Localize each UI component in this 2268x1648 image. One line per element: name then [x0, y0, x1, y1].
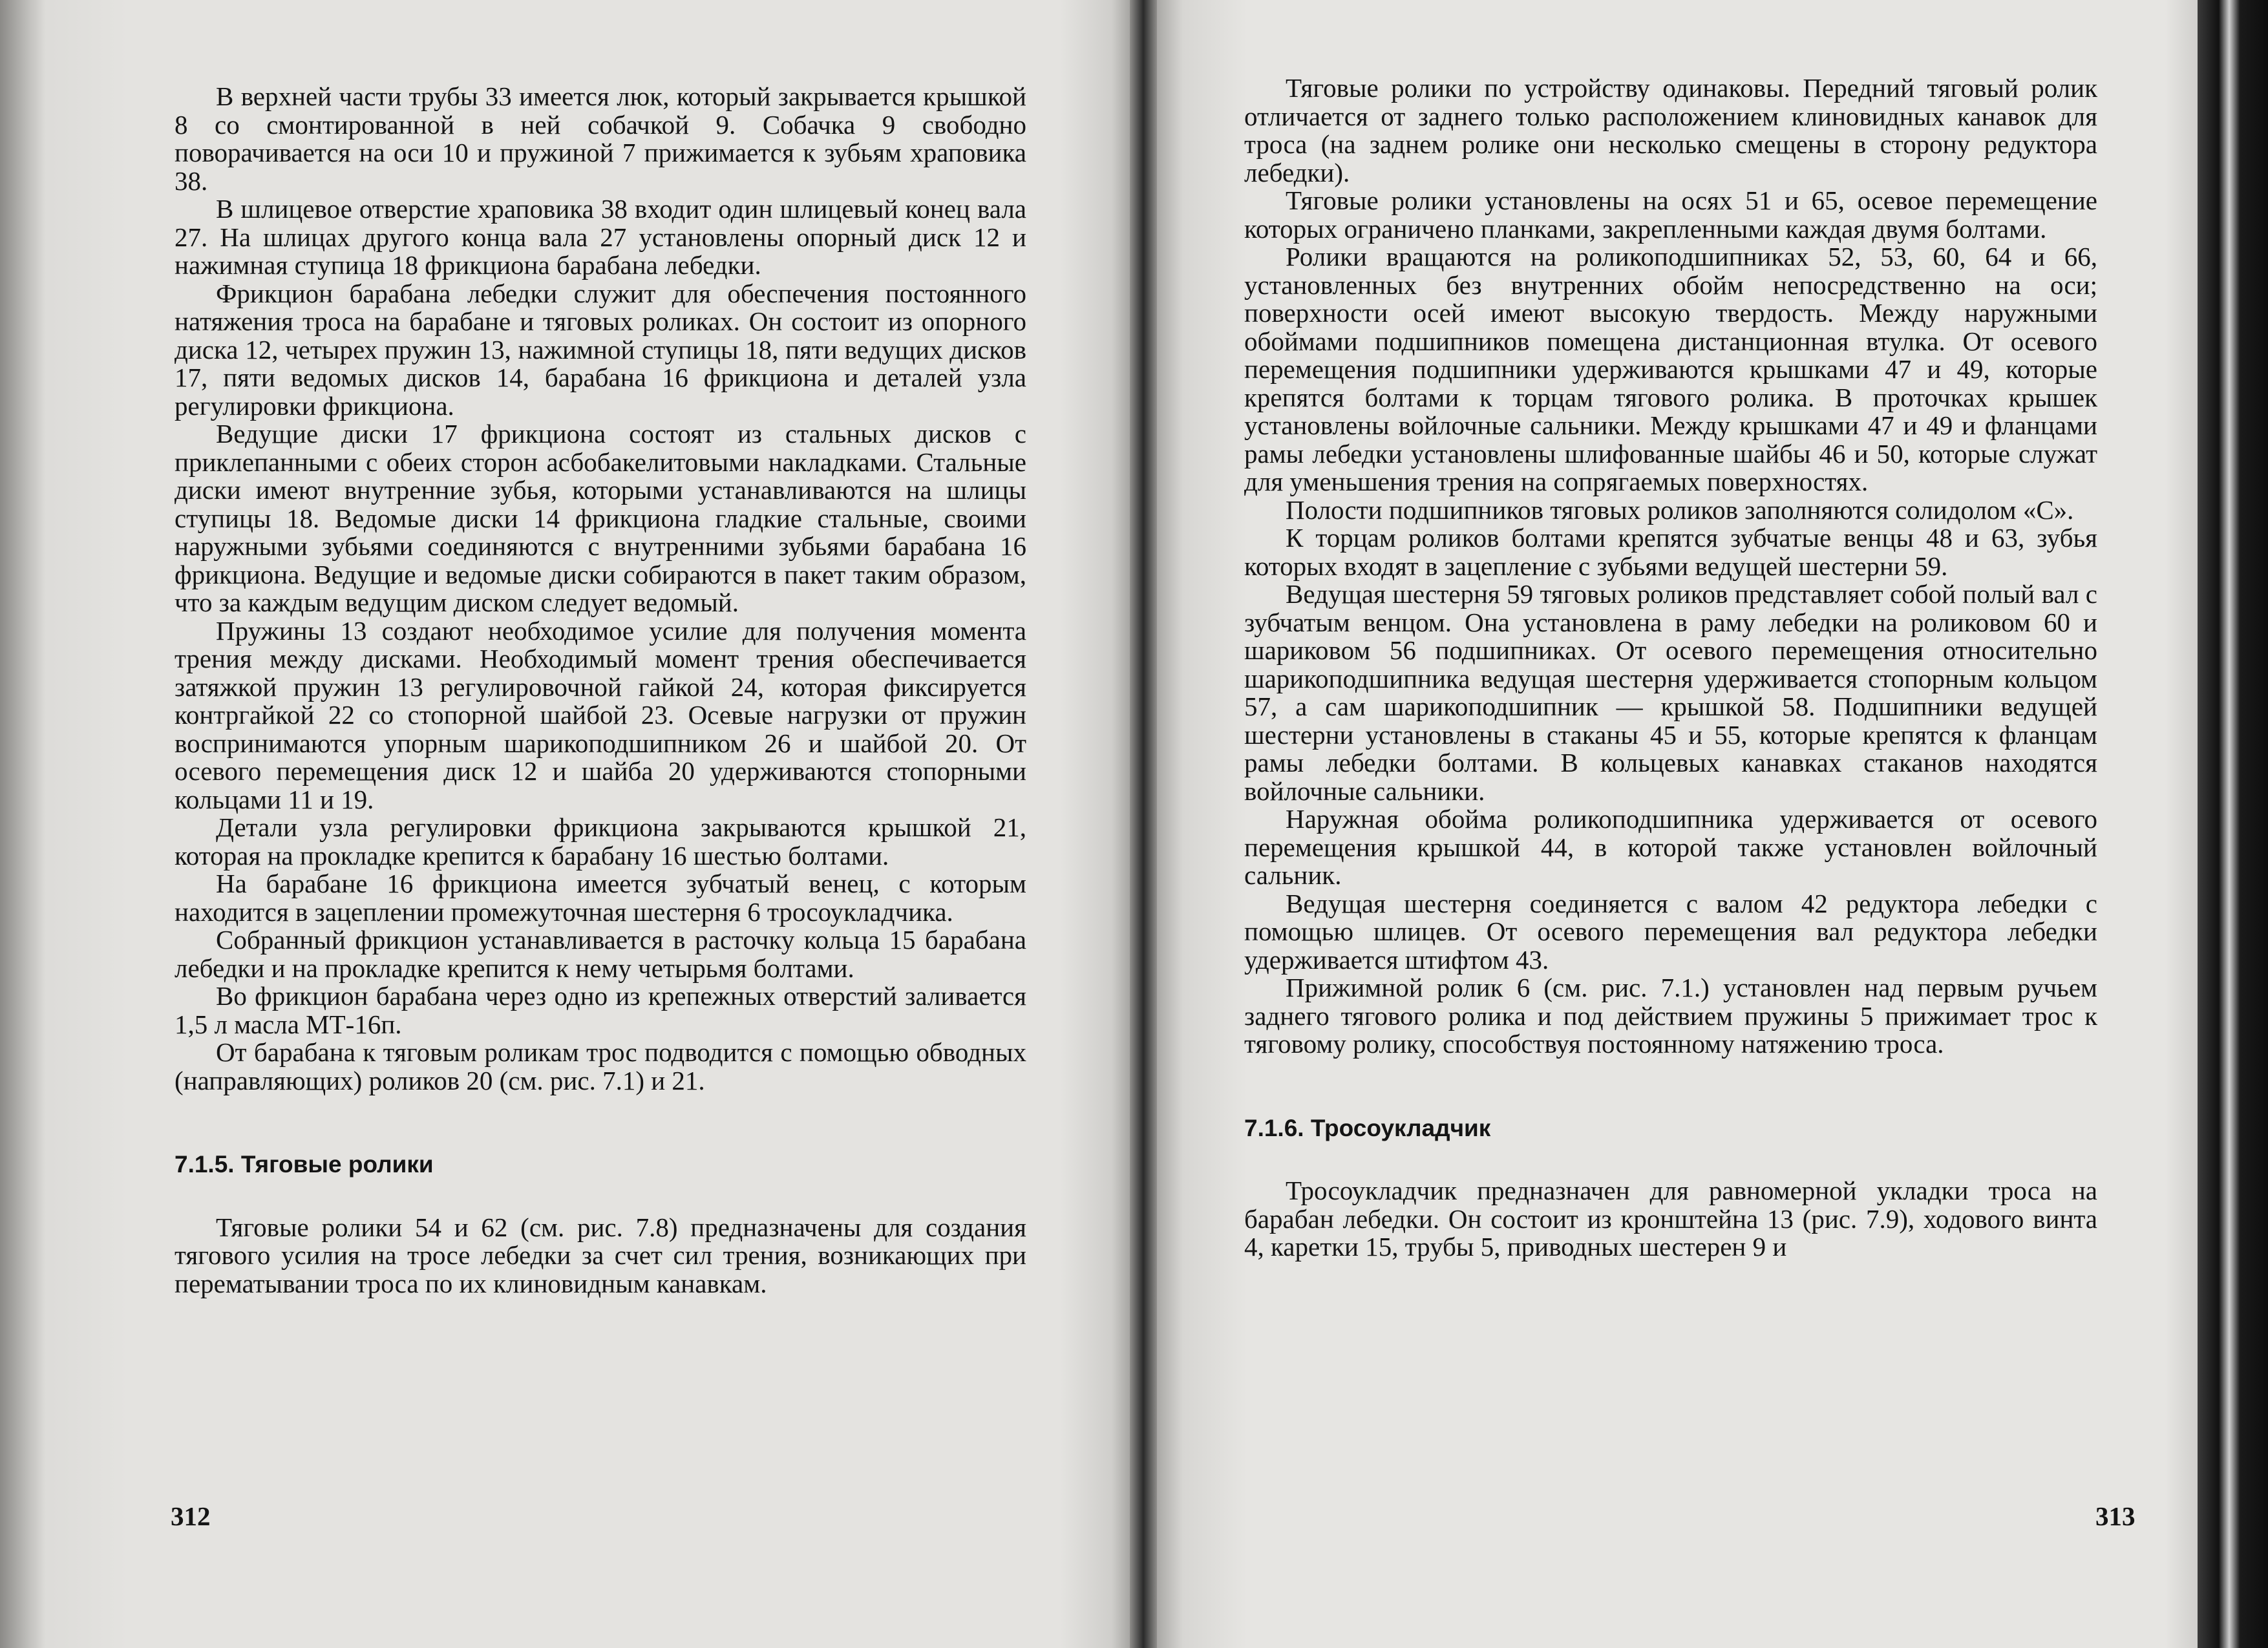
paragraph: На барабане 16 фрикциона имеется зубчатый венец, с которым находится в зацеплении промежуточная шестерня 6 тросоукладчика. — [175, 869, 1026, 927]
paragraph: Тяговые ролики установлены на осях 51 и 65, осевое перемещение которых ограничено планками, закрепленными каждая двумя болтами. — [1244, 185, 2097, 244]
page-shadow — [0, 0, 45, 1648]
right-page — [1157, 0, 2198, 1648]
section-heading: 7.1.6. Тросоукладчик — [1244, 1114, 1491, 1141]
book-edge — [2198, 0, 2268, 1648]
paragraph: Тяговые ролики 54 и 62 (см. рис. 7.8) предназначены для создания тягового усилия на тросе лебедки за счет сил трения, возникающих при перематывании троса по их клиновидным канавкам. — [175, 1212, 1026, 1298]
paragraph: Ведущие диски 17 фрикциона состоят из стальных дисков с приклепанными с обеих сторон асбобакелитовыми накладками. Стальные диски имеют внутренние зубья, которыми устанавливаются на шлицы ступицы 18. Ведомые диски 14 фрикциона гладкие стальные, своими наружными зубьями соединяются с внутренними зубьями барабана 16 фрикциона. Ведущие и ведомые диски собираются в пакет таким образом, что за каждым ведущим диском следует ведомый. — [175, 419, 1026, 617]
paragraph: Детали узла регулировки фрикциона закрываются крышкой 21, которая на прокладке крепится к барабану 16 шестью болтами. — [175, 812, 1026, 871]
paragraph: От барабана к тяговым роликам трос подводится с помощью обводных (направляющих) роликов 20 (см. рис. 7.1) и 21. — [175, 1037, 1026, 1095]
book-gutter — [1130, 0, 1157, 1648]
left-page-text — [175, 83, 1026, 1298]
paragraph: Полости подшипников тяговых роликов заполняются солидолом «С». — [1286, 494, 2074, 525]
paragraph: Фрикцион барабана лебедки служит для обеспечения постоянного натяжения троса на барабане и тяговых роликах. Он состоит из опорного диска 12, четырех пружин 13, нажимной ступицы 18, пяти ведущих дисков 17, пяти ведомых дисков 14, барабана 16 фрикциона и деталей узла регулировки фрикциона. — [175, 278, 1026, 421]
paragraph: Ведущая шестерня 59 тяговых роликов представляет собой полый вал с зубчатым венцом. Она установлена в раму лебедки на роликовом 60 и шариковом 56 подшипниках. От осевого перемещения относительно шарикоподшипника ведущая шестерня удерживается стопорным кольцом 57, а сам шарикоподшипник — крышкой 58. Подшипники ведущей шестерни установлены в стаканы 45 и 55, которые крепятся к фланцам рамы лебедки болтами. В кольцевых канавках стаканов находятся войлочные сальники. — [1244, 579, 2097, 806]
paragraph: В шлицевое отверстие храповика 38 входит один шлицевый конец вала 27. На шлицах другого конца вала 27 установлены опорный диск 12 и нажимная ступица 18 фрикциона барабана лебедки. — [175, 194, 1026, 280]
right-page-text — [1244, 74, 2097, 1262]
paragraph: Прижимной ролик 6 (см. рис. 7.1.) установлен над первым ручьем заднего тягового ролика и под действием пружины 5 прижимает трос к тяговому ролику, способствуя постоянному натяжению троса. — [1244, 973, 2097, 1059]
paragraph: Ролики вращаются на роликоподшипниках 52, 53, 60, 64 и 66, установленных без внутренних обойм непосредственно на оси; поверхности осей имеют высокую твердость. Между наружными обоймами подшипников помещена дистанционная втулка. От осевого перемещения подшипники удерживаются крышками 47 и 49, которые крепятся болтами к торцам тягового ролика. В проточках крышек установлены войлочные сальники. Между крышками 47 и 49 и фланцами рамы лебедки установлены шлифованные шайбы 46 и 50, которые служат для уменьшения трения на сопрягаемых поверхностях. — [1244, 242, 2097, 496]
paragraph: Собранный фрикцион устанавливается в расточку кольца 15 барабана лебедки и на прокладке крепится к нему четырьмя болтами. — [175, 925, 1026, 983]
page-number: 313 — [2095, 1501, 2136, 1531]
section-heading: 7.1.5. Тяговые ролики — [175, 1151, 434, 1178]
paragraph: К торцам роликов болтами крепятся зубчатые венцы 48 и 63, зубья которых входят в зацепление с зубьями ведущей шестерни 59. — [1244, 523, 2097, 581]
paragraph: Наружная обойма роликоподшипника удерживается от осевого перемещения крышкой 44, в которой также установлен войлочный сальник. — [1244, 804, 2097, 890]
paragraph: В верхней части трубы 33 имеется люк, который закрывается крышкой 8 со смонтированной в ней собачкой 9. Собачка 9 свободно поворачивается на оси 10 и пружиной 7 прижимается к зубьям храповика 38. — [175, 81, 1026, 196]
left-page — [0, 0, 1130, 1648]
paragraph: Ведущая шестерня соединяется с валом 42 редуктора лебедки с помощью шлицев. От осевого перемещения вал редуктора лебедки удерживается штифтом 43. — [1244, 888, 2097, 975]
paragraph: Тяговые ролики по устройству одинаковы. Передний тяговый ролик отличается от заднего только расположением клиновидных канавок для троса (на заднем ролике они несколько смещены в сторону редуктора лебедки). — [1244, 73, 2097, 187]
paragraph: Тросоукладчик предназначен для равномерной укладки троса на барабан лебедки. Он состоит из кронштейна 13 (рис. 7.9), ходового винта 4, каретки 15, трубы 5, приводных шестерен 9 и — [1244, 1176, 2097, 1262]
paragraph: Во фрикцион барабана через одно из крепежных отверстий заливается 1,5 л масла МТ-16п. — [175, 981, 1026, 1039]
page-number: 312 — [171, 1501, 211, 1531]
paragraph: Пружины 13 создают необходимое усилие для получения момента трения между дисками. Необходимый момент трения обеспечивается затяжкой пружин 13 регулировочной гайкой 24, которая фиксируется контргайкой 22 со стопорной шайбой 23. Осевые нагрузки от пружин воспринимаются упорным шарикоподшипником 26 и шайбой 20. От осевого перемещения диск 12 и шайба 20 удерживаются стопорными кольцами 11 и 19. — [175, 615, 1026, 814]
